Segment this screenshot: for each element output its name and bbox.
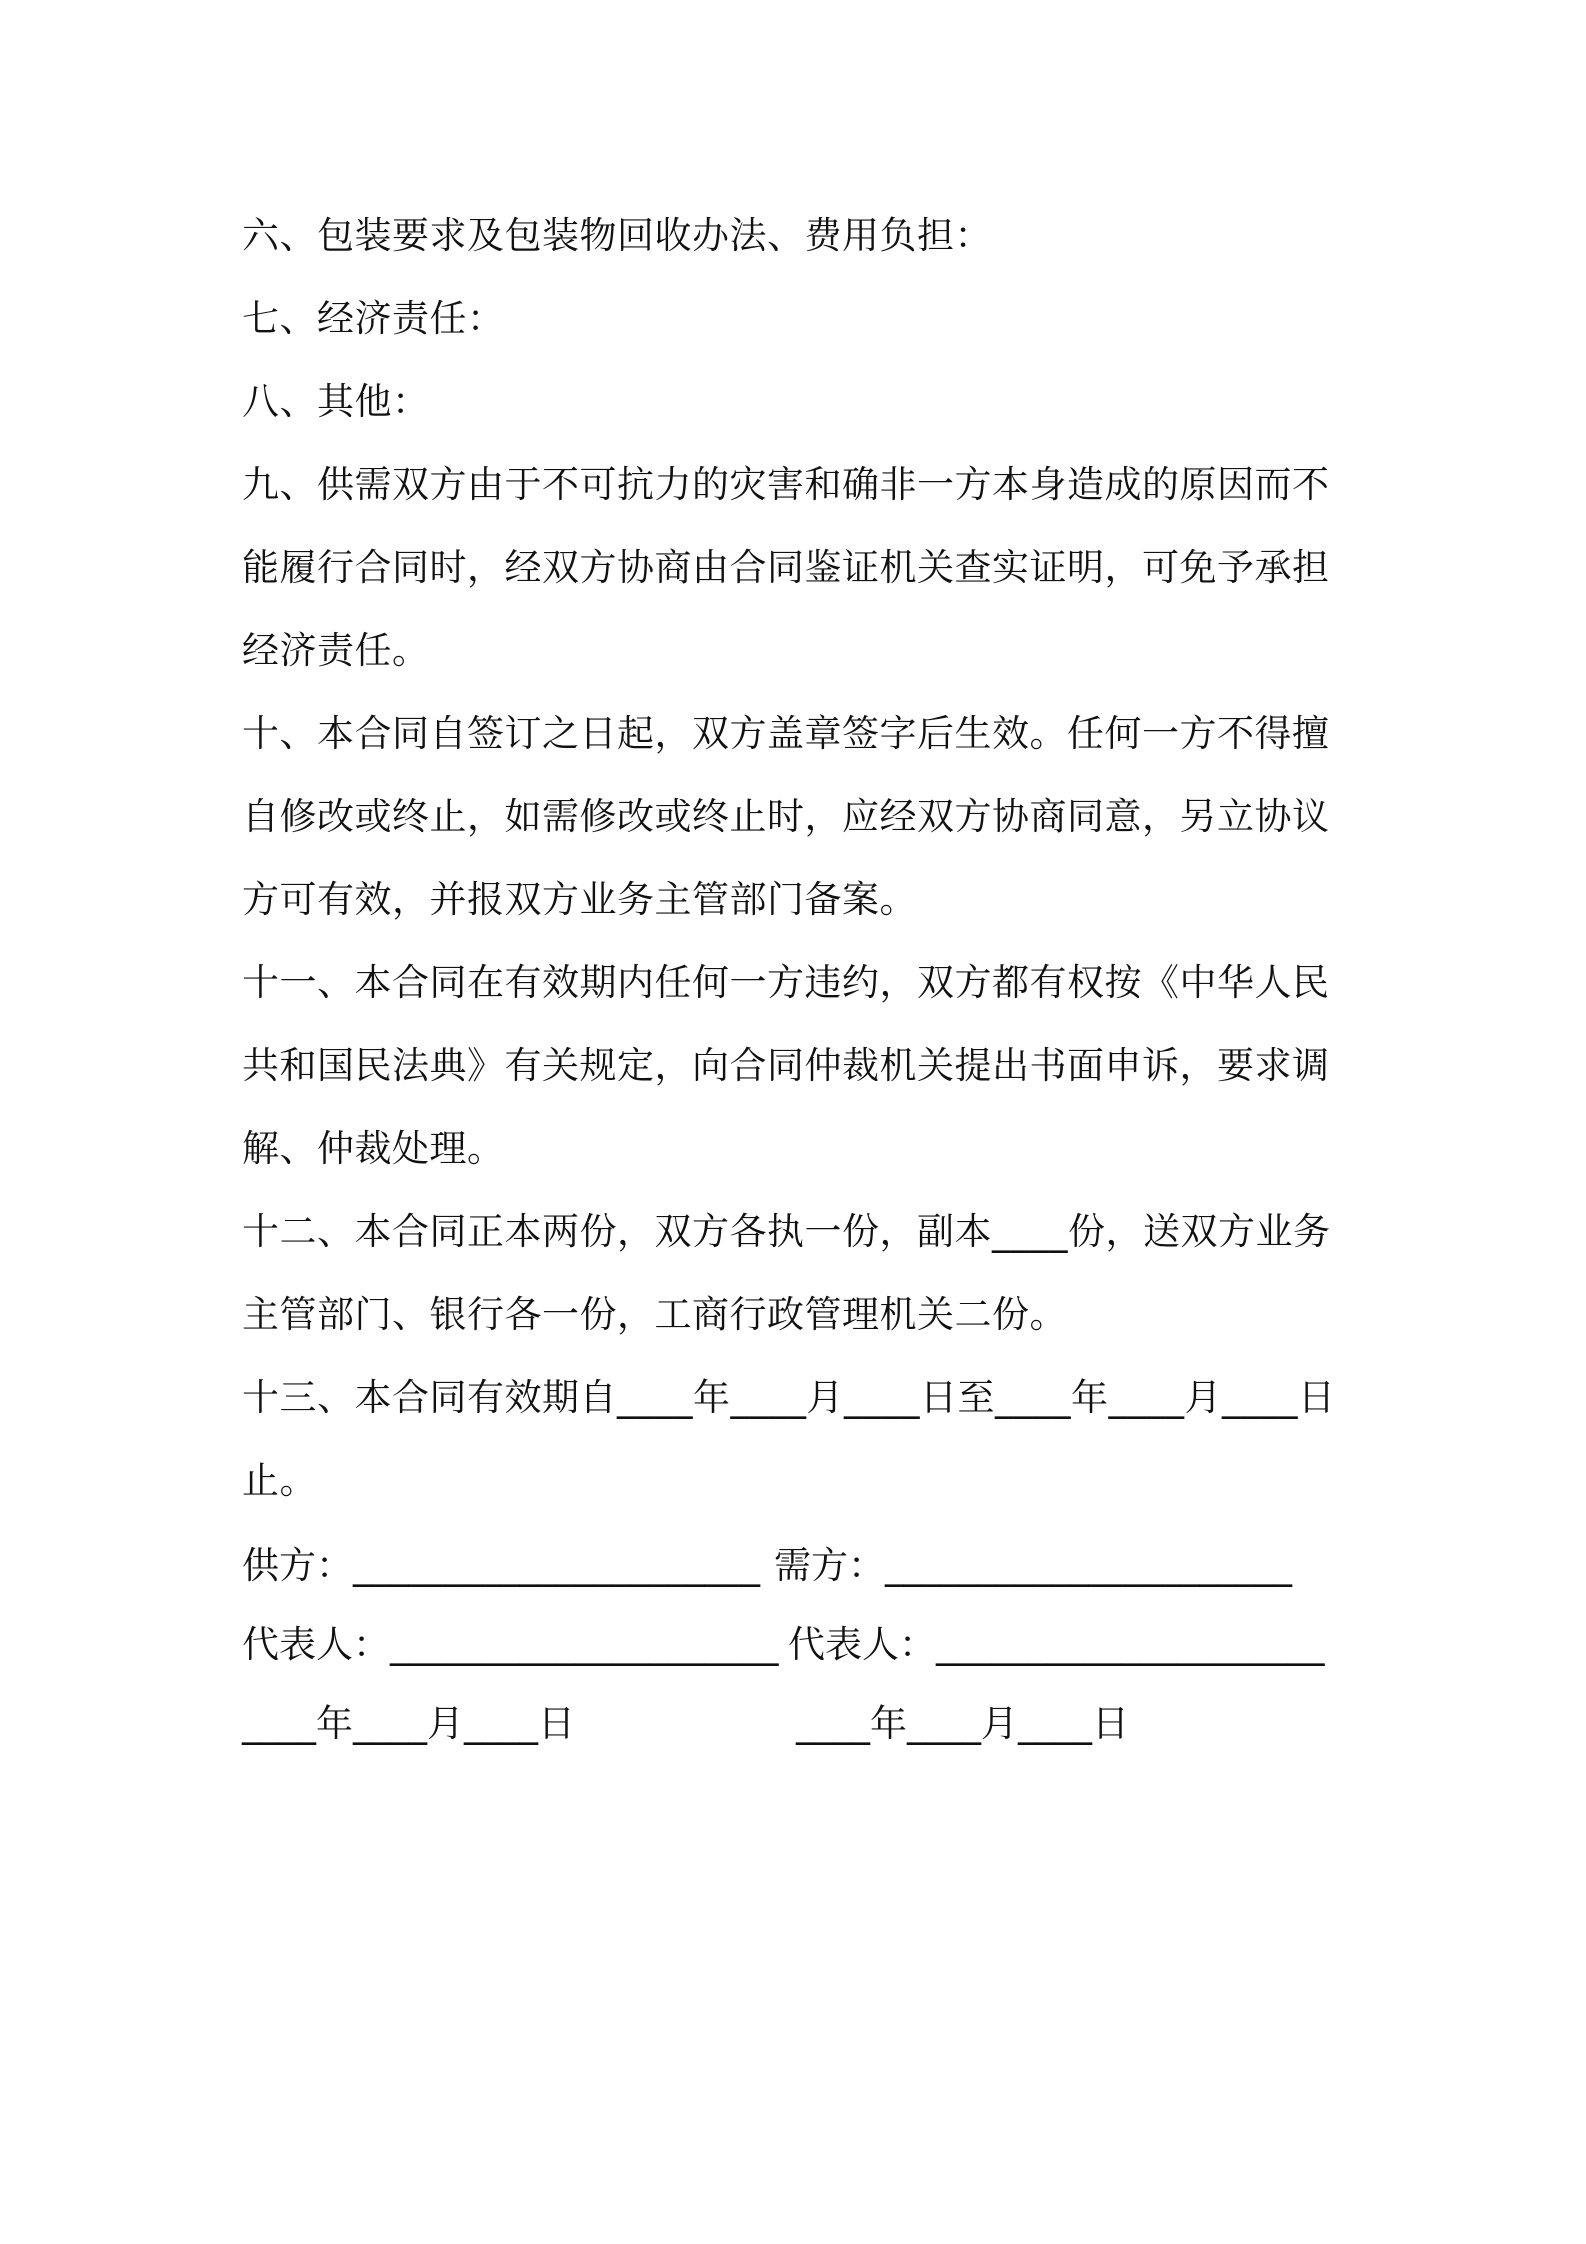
clause-other: 八、其他： [242,380,430,423]
clause-effectiveness: 十、本合同自签订之日起，双方盖章签字后生效。任何一方不得擅自修改或终止，如需修改或终止时，应经双方协商同意，另立协议方可有效，并报双方业务主管部门备案。 [242,712,1330,921]
signature-date-row [242,1684,1362,1763]
supplier-field: 供方：______________________ [242,1544,760,1587]
clause-economic-liability: 七、经济责任： [242,297,505,340]
supplier-representative-field: 代表人：_____________________ [242,1623,779,1666]
party-signature-row [242,1526,1362,1605]
supplier-date-field: ____年____月____日 [242,1702,575,1745]
clause-breach: 十一、本合同在有效期内任何一方违约，双方都有权按《中华人民共和国民法典》有关规定，向合同仲裁机关提出书面申诉，要求调解、仲裁处理。 [242,961,1330,1170]
buyer-representative-field: 代表人：_____________________ [788,1623,1325,1666]
clause-copies: 十二、本合同正本两份，双方各执一份，副本____份，送双方业务主管部门、银行各一份，工商行政管理机关二份。 [242,1210,1331,1336]
clause-packaging: 六、包装要求及包装物回收办法、费用负担： [242,214,992,257]
contract-page [242,194,1362,1763]
buyer-date-field: ____年____月____日 [796,1702,1129,1745]
representative-signature-row [242,1605,1362,1684]
clause-validity-period: 十三、本合同有效期自____年____月____日至____年____月____日止。 [242,1376,1336,1502]
buyer-field: 需方：______________________ [774,1544,1292,1587]
clause-force-majeure: 九、供需双方由于不可抗力的灾害和确非一方本身造成的原因而不能履行合同时，经双方协商由合同鉴证机关查实证明，可免予承担经济责任。 [242,463,1330,672]
